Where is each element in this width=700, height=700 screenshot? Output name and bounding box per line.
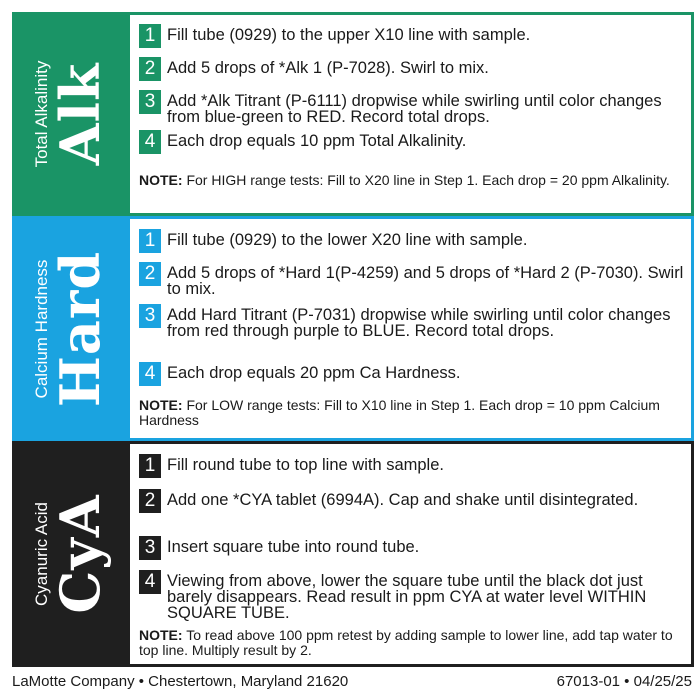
cya-step-2 bbox=[139, 489, 685, 513]
step-number: 2 bbox=[139, 57, 161, 81]
hardness-section bbox=[12, 216, 694, 441]
hardness-step-1 bbox=[139, 229, 685, 253]
step-text: Insert square tube into round tube. bbox=[167, 538, 420, 556]
cya-side-code: CyA bbox=[47, 494, 112, 614]
step-number: 3 bbox=[139, 304, 161, 328]
cya-section bbox=[12, 441, 694, 667]
alkalinity-step-4 bbox=[139, 130, 685, 154]
step-number: 2 bbox=[139, 489, 161, 513]
alkalinity-step-2 bbox=[139, 57, 685, 81]
footer-company: LaMotte Company • Chestertown, Maryland 21620 bbox=[12, 673, 349, 690]
hardness-step-3 bbox=[139, 304, 685, 339]
note-label: NOTE: bbox=[139, 397, 183, 413]
hardness-note bbox=[139, 398, 685, 428]
step-text: Fill round tube to top line with sample. bbox=[167, 456, 444, 474]
hardness-side-code: Hard bbox=[47, 250, 112, 407]
alkalinity-section bbox=[12, 12, 694, 216]
cya-step-3 bbox=[139, 536, 685, 560]
cya-note bbox=[139, 628, 685, 658]
step-number: 3 bbox=[139, 536, 161, 560]
step-text: Add 5 drops of *Hard 1(P-4259) and 5 drops of *Hard 2 (P-7030). Swirl to mix. bbox=[167, 264, 684, 298]
note-text: For HIGH range tests: Fill to X20 line in Step 1. Each drop = 20 ppm Alkalinity. bbox=[182, 172, 670, 188]
step-text: Each drop equals 10 ppm Total Alkalinity. bbox=[167, 132, 467, 150]
step-text: Fill tube (0929) to the lower X20 line with sample. bbox=[167, 231, 528, 249]
step-text: Viewing from above, lower the square tube until the black dot just barely disappears. Read result in ppm CYA at water level WITHIN SQUARE TUBE. bbox=[167, 572, 647, 622]
cya-side-panel bbox=[12, 441, 127, 667]
hardness-step-4 bbox=[139, 362, 685, 386]
step-text: Add *Alk Titrant (P-6111) dropwise while swirling until color changes from blue-green to RED. Record total drops. bbox=[167, 92, 662, 126]
alkalinity-instructions bbox=[130, 15, 691, 213]
step-text: Fill tube (0929) to the upper X10 line with sample. bbox=[167, 26, 531, 44]
note-text: To read above 100 ppm retest by adding sample to lower line, add tap water to top line. Multiply result by 2. bbox=[139, 627, 673, 658]
alkalinity-side-label: Total Alkalinity bbox=[31, 60, 51, 168]
hardness-step-2 bbox=[139, 262, 685, 297]
step-number: 1 bbox=[139, 454, 161, 478]
footer-code: 67013-01 • 04/25/25 bbox=[556, 673, 692, 690]
step-number: 1 bbox=[139, 24, 161, 48]
step-text: Add one *CYA tablet (6994A). Cap and shake until disintegrated. bbox=[167, 491, 639, 509]
step-number: 4 bbox=[139, 130, 161, 154]
alkalinity-side-panel bbox=[12, 12, 127, 216]
alkalinity-step-1 bbox=[139, 24, 685, 48]
note-text: For LOW range tests: Fill to X10 line in Step 1. Each drop = 10 ppm Calcium Hardness bbox=[139, 397, 660, 428]
note-label: NOTE: bbox=[139, 627, 183, 643]
alkalinity-note bbox=[139, 173, 685, 188]
cya-instructions bbox=[130, 444, 691, 664]
step-number: 4 bbox=[139, 570, 161, 594]
note-label: NOTE: bbox=[139, 172, 183, 188]
alkalinity-side-code: Alk bbox=[47, 62, 112, 166]
step-text: Add 5 drops of *Alk 1 (P-7028). Swirl to mix. bbox=[167, 59, 489, 77]
cya-step-1 bbox=[139, 454, 685, 478]
step-text: Add Hard Titrant (P-7031) dropwise while swirling until color changes from red through purple to BLUE. Record total drops. bbox=[167, 306, 671, 340]
hardness-instructions bbox=[130, 219, 691, 438]
step-number: 4 bbox=[139, 362, 161, 386]
hardness-side-label: Calcium Hardness bbox=[31, 259, 51, 398]
step-number: 2 bbox=[139, 262, 161, 286]
cya-step-4 bbox=[139, 570, 685, 621]
cya-side-label: Cyanuric Acid bbox=[31, 502, 51, 606]
step-text: Each drop equals 20 ppm Ca Hardness. bbox=[167, 364, 461, 382]
alkalinity-step-3 bbox=[139, 90, 685, 125]
step-number: 3 bbox=[139, 90, 161, 114]
step-number: 1 bbox=[139, 229, 161, 253]
hardness-side-panel bbox=[12, 216, 127, 441]
